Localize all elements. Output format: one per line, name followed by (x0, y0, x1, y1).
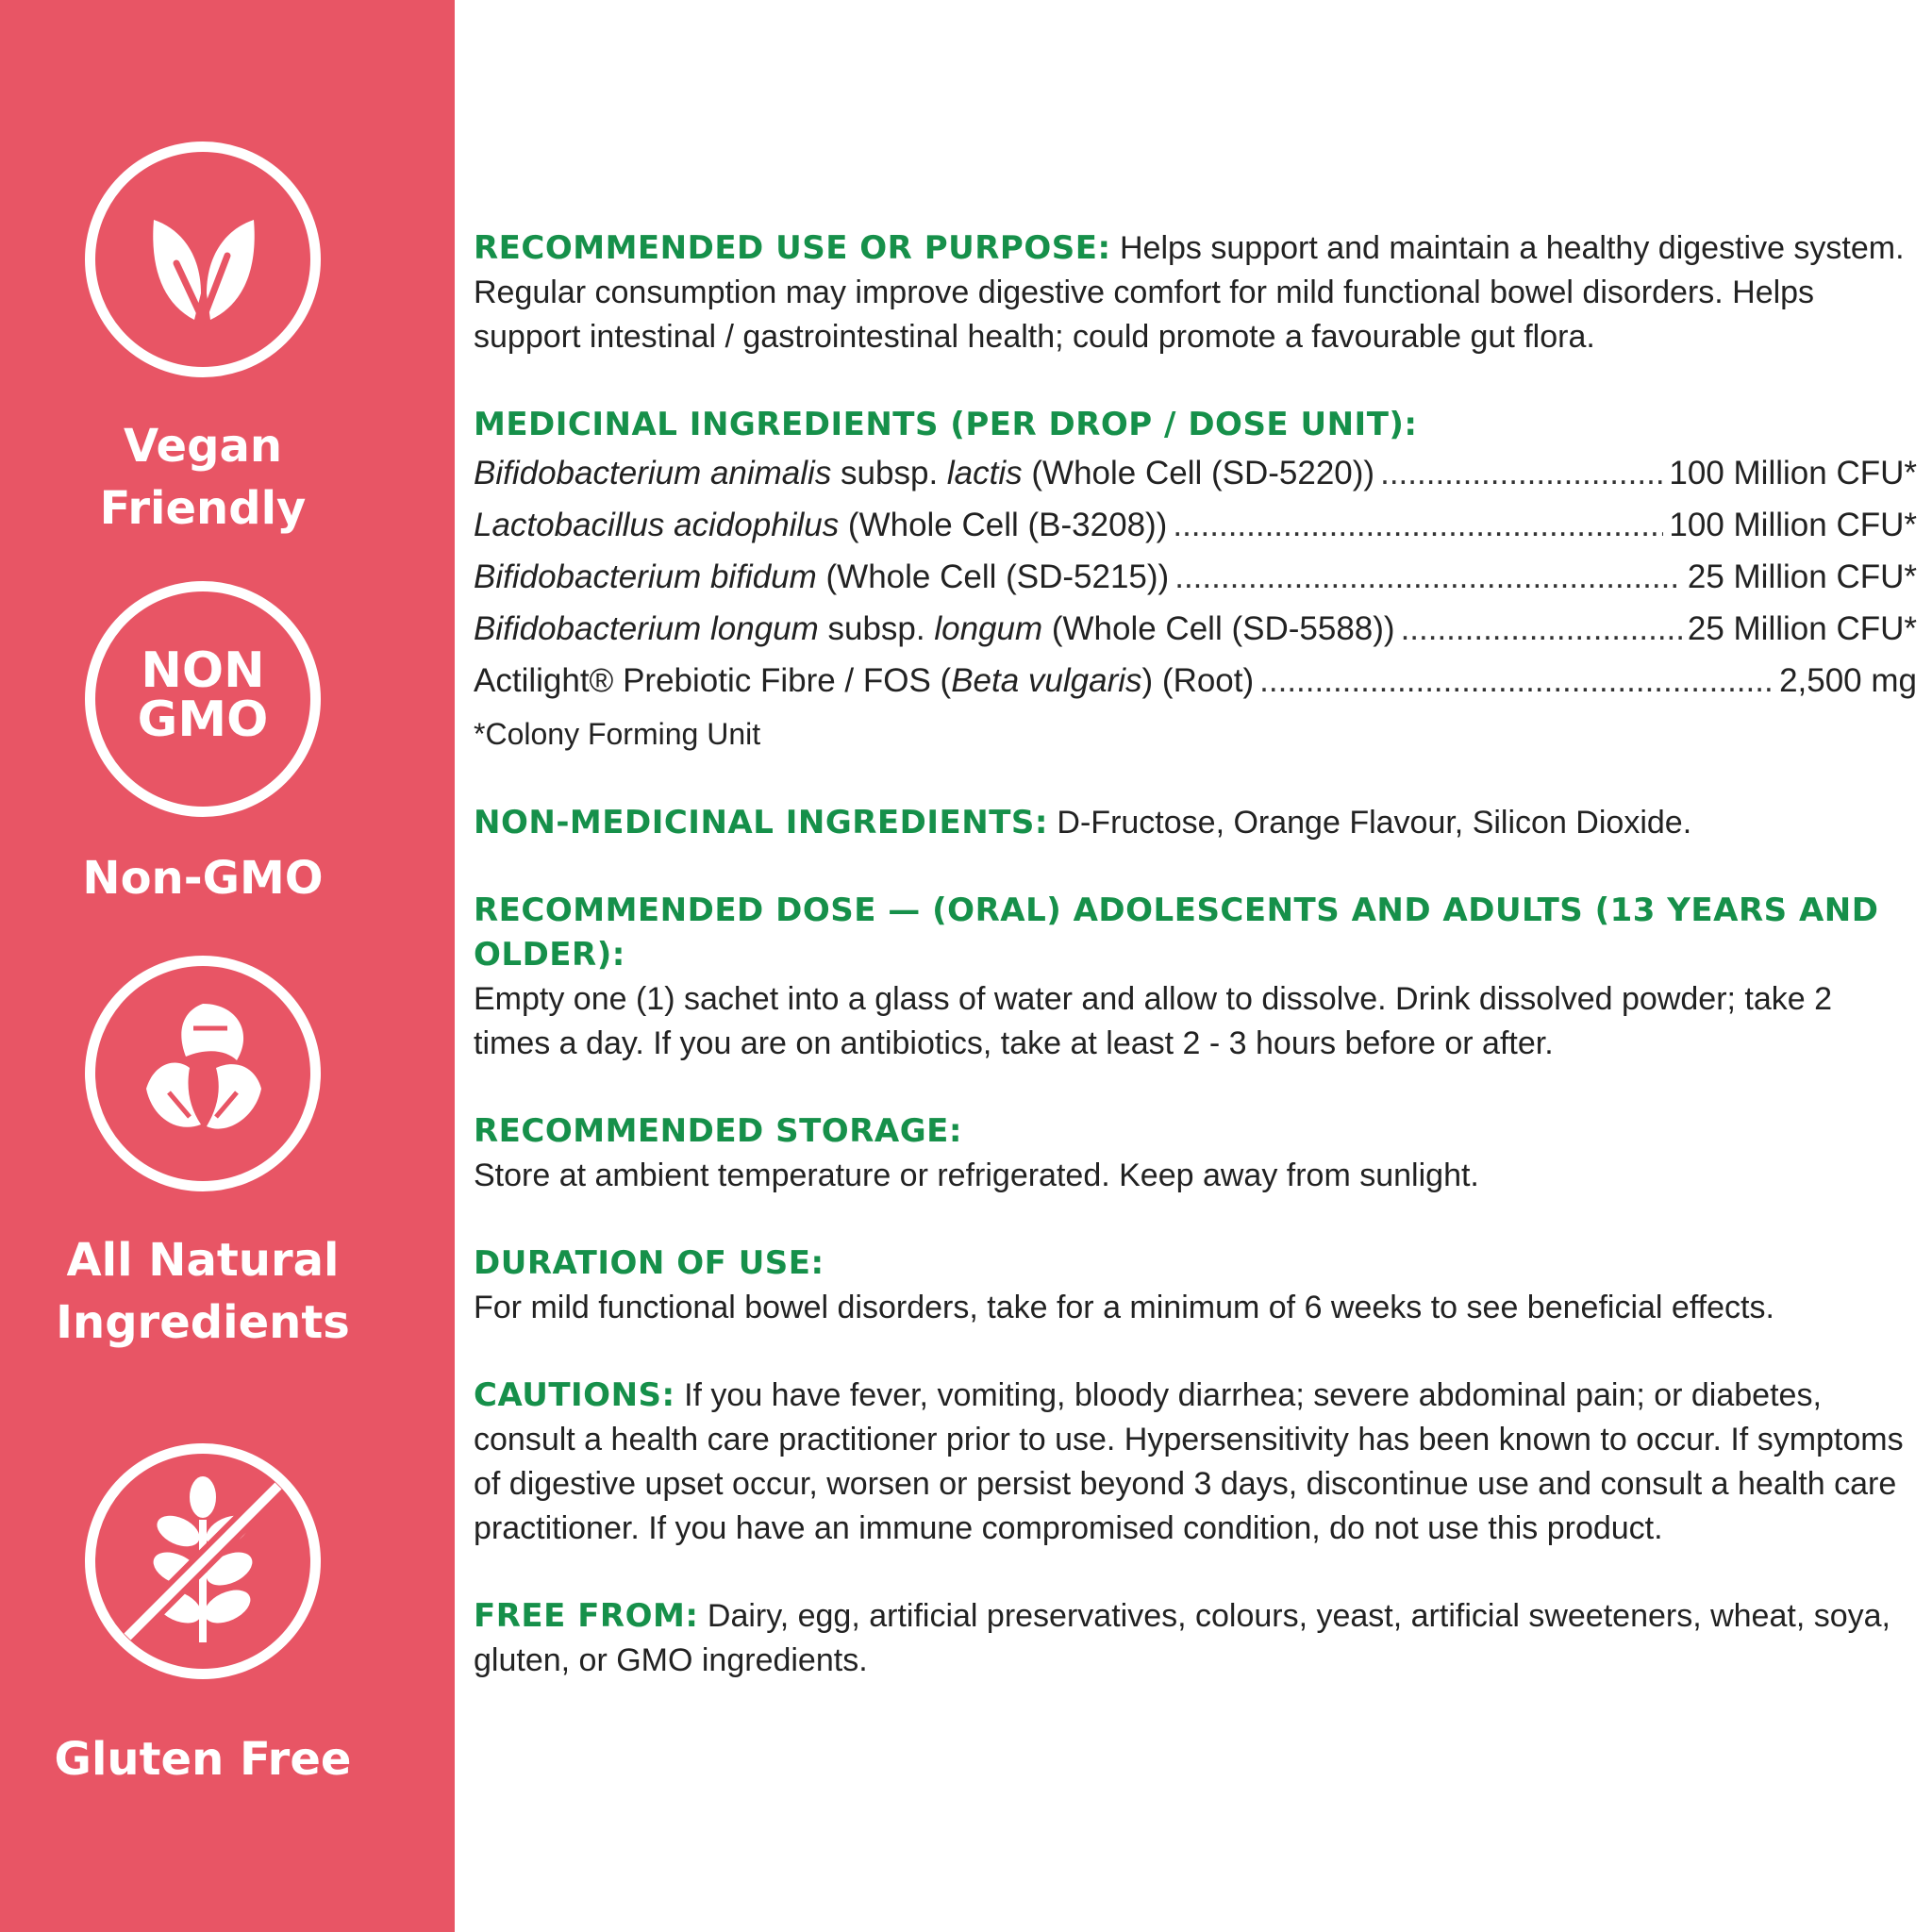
non-gmo-icon (85, 581, 321, 817)
ingredient-name-part: (Whole Cell (SD-5220)) (1022, 455, 1375, 491)
badge-label: Vegan Friendly (99, 420, 307, 535)
section-heading: RECOMMENDED USE OR PURPOSE: (474, 229, 1111, 267)
section-storage (474, 1109, 1917, 1198)
ingredient-name (474, 655, 1254, 707)
ingredient-amount: 2,500 mg (1779, 662, 1917, 699)
ingredient-name (474, 603, 1395, 655)
section-text: D-Fructose, Orange Flavour, Silicon Dioxide. (1047, 805, 1692, 841)
product-info-panel (474, 226, 1917, 1726)
recycle-leaves-icon (85, 956, 321, 1191)
section-recommended-use (474, 226, 1917, 359)
ingredient-amount: 100 Million CFU* (1669, 507, 1917, 543)
section-heading: NON-MEDICINAL INGREDIENTS: (474, 804, 1048, 841)
ingredient-row (474, 603, 1917, 655)
badge-sidebar (0, 0, 455, 1932)
section-text: Dairy, egg, artificial preservatives, colours, yeast, artificial sweeteners, wheat, soya, gluten, or GMO ingredients. (474, 1598, 1890, 1678)
non-gmo-icon-line1: NON (141, 642, 265, 699)
section-heading: FREE FROM: (474, 1597, 699, 1635)
no-wheat-icon (85, 1443, 321, 1679)
section-non-medicinal (474, 801, 1917, 845)
section-medicinal-ingredients (474, 403, 1917, 758)
ingredient-name (474, 499, 1167, 551)
ingredient-name-part: Lactobacillus acidophilus (474, 507, 840, 543)
badge-label: All Natural Ingredients (56, 1234, 350, 1349)
ingredient-row (474, 447, 1917, 499)
leaf-icon (85, 142, 321, 377)
ingredient-name-part: (Whole Cell (SD-5588)) (1042, 610, 1395, 647)
ingredients-list (474, 447, 1917, 707)
ingredient-amount: 25 Million CFU* (1687, 610, 1917, 647)
ingredient-name-part: lactis (946, 455, 1023, 491)
section-text: Store at ambient temperature or refrigerated. Keep away from sunlight. (474, 1158, 1479, 1193)
section-text: Empty one (1) sachet into a glass of water and allow to dissolve. Drink dissolved powder; take 2 times a day. If you are on antibiotics, take at least 2 - 3 hours before or after. (474, 981, 1833, 1061)
dot-leader (1173, 499, 1663, 551)
ingredient-name-part: Bifidobacterium longum (474, 610, 819, 647)
ingredient-amount: 25 Million CFU* (1687, 558, 1917, 595)
ingredient-name-part: longum (934, 610, 1043, 647)
section-text: Helps support and maintain a healthy digestive system. Regular consumption may improve digestive comfort for mild functional bowel disorders. Helps support intestinal / gastrointestinal health; could promote a favourable gut flora. (474, 230, 1905, 355)
ingredient-name (474, 551, 1169, 603)
section-duration (474, 1241, 1917, 1330)
badge-label: Gluten Free (54, 1733, 352, 1786)
section-heading: DURATION OF USE: (474, 1244, 824, 1282)
dot-leader (1259, 655, 1774, 707)
ingredient-name-part: Bifidobacterium bifidum (474, 558, 817, 595)
badge-vegan (0, 142, 406, 540)
ingredient-name (474, 447, 1374, 499)
section-heading: CAUTIONS: (474, 1376, 675, 1414)
section-heading: RECOMMENDED DOSE — (ORAL) ADOLESCENTS AND ADULTS (13 YEARS AND OLDER): (474, 891, 1879, 974)
ingredient-amount: 100 Million CFU* (1669, 455, 1917, 491)
ingredient-name-part: subsp. (818, 610, 935, 647)
section-cautions (474, 1374, 1917, 1551)
ingredient-name-part: Beta vulgaris (951, 662, 1142, 699)
dot-leader (1401, 603, 1682, 655)
ingredient-row (474, 499, 1917, 551)
ingredient-row (474, 551, 1917, 603)
non-gmo-icon-line2: GMO (137, 691, 269, 748)
dot-leader (1174, 551, 1682, 603)
dot-leader (1380, 447, 1663, 499)
badge-non-gmo (0, 581, 406, 909)
ingredient-name-part: subsp. (831, 455, 947, 491)
badge-label: Non-GMO (82, 852, 324, 905)
ingredient-row (474, 655, 1917, 707)
ingredient-name-part: Actilight® Prebiotic Fibre / FOS ( (474, 662, 952, 699)
ingredient-name-part: Bifidobacterium animalis (474, 455, 832, 491)
ingredient-name-part: ) (Root) (1141, 662, 1255, 699)
section-free-from (474, 1594, 1917, 1683)
section-recommended-dose (474, 889, 1917, 1066)
ingredient-name-part: (Whole Cell (B-3208)) (839, 507, 1168, 543)
badge-gluten-free (0, 1443, 406, 1790)
section-text: If you have fever, vomiting, bloody diarrhea; severe abdominal pain; or diabetes, consult a health care practitioner prior to use. Hypersensitivity has been known to occur. If symptoms of digestive upset occur, worsen or persist beyond 3 days, discontinue use and consult a health care practitioner. If you have an immune compromised condition, do not use this product. (474, 1377, 1904, 1546)
ingredient-name-part: (Whole Cell (SD-5215)) (816, 558, 1170, 595)
section-heading: RECOMMENDED STORAGE: (474, 1112, 962, 1150)
footnote: *Colony Forming Unit (474, 717, 761, 751)
section-text: For mild functional bowel disorders, take for a minimum of 6 weeks to see beneficial effects. (474, 1290, 1774, 1325)
section-heading: MEDICINAL INGREDIENTS (PER DROP / DOSE UNIT): (474, 406, 1418, 443)
badge-all-natural (0, 956, 406, 1354)
